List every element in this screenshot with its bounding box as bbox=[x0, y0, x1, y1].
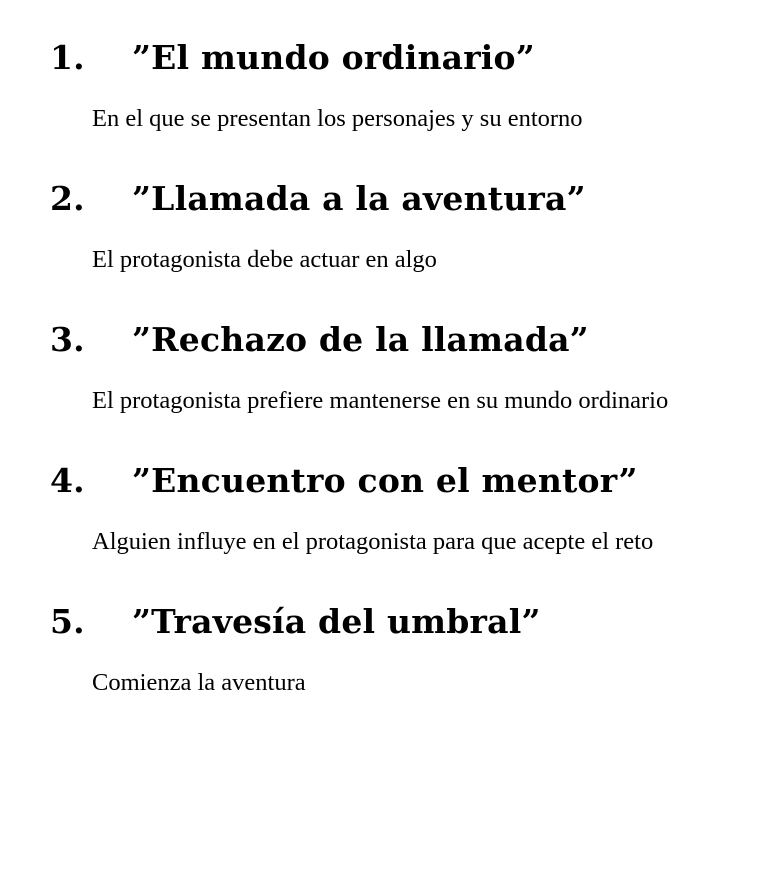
section-number: 2. bbox=[50, 179, 85, 218]
section-title: ”Rechazo de la llamada” bbox=[132, 320, 589, 359]
section-5 bbox=[50, 600, 710, 700]
section-heading bbox=[50, 318, 710, 362]
section-title: ”Travesía del umbral” bbox=[132, 602, 541, 641]
section-heading bbox=[50, 177, 710, 221]
section-number: 1. bbox=[50, 38, 85, 77]
section-body: Comienza la aventura bbox=[92, 669, 306, 696]
document-page bbox=[50, 36, 710, 700]
section-title: ”Encuentro con el mentor” bbox=[132, 461, 638, 500]
section-body: Alguien influye en el protagonista para que acepte el reto bbox=[92, 528, 654, 555]
section-body: El protagonista prefiere mantenerse en su mundo ordinario bbox=[92, 387, 669, 414]
section-number: 5. bbox=[50, 602, 85, 641]
section-1 bbox=[50, 36, 710, 136]
section-3 bbox=[50, 318, 710, 418]
section-4 bbox=[50, 459, 710, 559]
section-heading bbox=[50, 459, 710, 503]
section-title: ”El mundo ordinario” bbox=[132, 38, 535, 77]
section-title: ”Llamada a la aventura” bbox=[132, 179, 586, 218]
section-body: En el que se presentan los personajes y su entorno bbox=[92, 105, 583, 132]
section-2 bbox=[50, 177, 710, 277]
section-body: El protagonista debe actuar en algo bbox=[92, 246, 437, 273]
section-number: 3. bbox=[50, 320, 85, 359]
section-number: 4. bbox=[50, 461, 85, 500]
section-heading bbox=[50, 36, 710, 80]
section-heading bbox=[50, 600, 710, 644]
